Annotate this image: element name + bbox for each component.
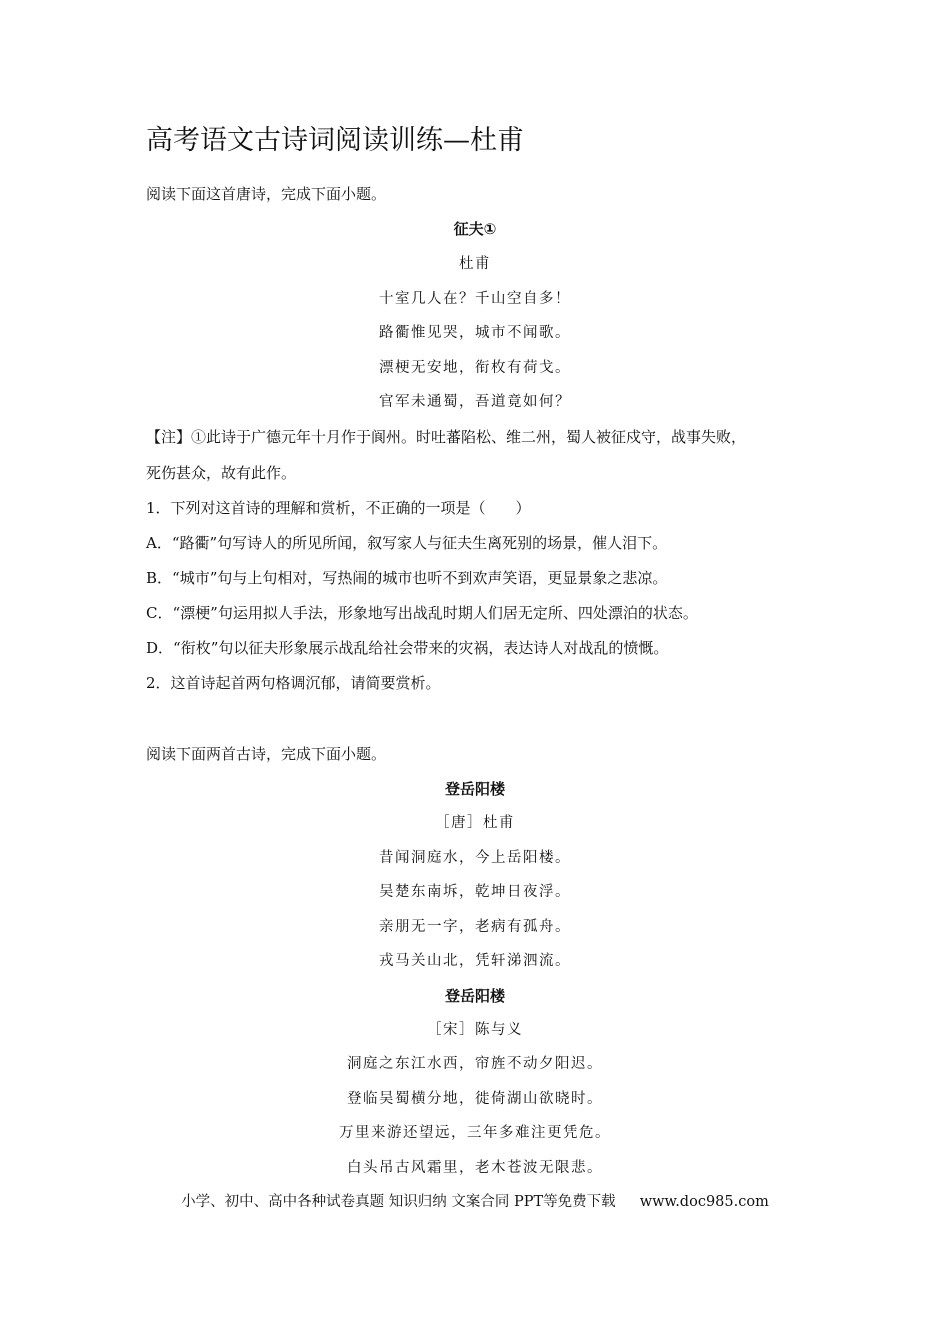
option-d: D．“衔枚”句以征夫形象展示战乱给社会带来的灾祸，表达诗人对战乱的愤慨。: [146, 639, 669, 657]
poem1-line-2: 吴楚东南坼，乾坤日夜浮。: [379, 884, 571, 900]
poem2-title: 登岳阳楼: [444, 987, 505, 1005]
footer-link[interactable]: www.doc985.com: [639, 1194, 769, 1210]
poem1-line-3: 亲朋无一字，老病有孤舟。: [379, 919, 571, 935]
poem1-line-1: 昔闻洞庭水，今上岳阳楼。: [379, 850, 571, 866]
poem2-line-1: 洞庭之东江水西，帘旌不动夕阳迟。: [347, 1056, 603, 1072]
option-b: B．“城市”句与上句相对，写热闹的城市也听不到欢声笑语，更显景象之悲凉。: [146, 569, 668, 587]
page-footer: [0, 1191, 950, 1213]
note-line-1: 【注】①此诗于广德元年十月作于阆州。时吐蕃陷松、维二州，蜀人被征戍守，战事失败，: [146, 428, 747, 446]
footer-text: 小学、初中、高中各种试卷真题 知识归纳 文案合同 PPT等免费下载: [181, 1194, 616, 1210]
poem2-line-3: 万里来游还望远，三年多难注更凭危。: [339, 1125, 611, 1141]
option-a: A．“路衢”句写诗人的所见所闻，叙写家人与征夫生离死别的场景，催人泪下。: [146, 534, 668, 552]
note-line-2: 死伤甚众，故有此作。: [146, 464, 297, 482]
question-2: 2．这首诗起首两句格调沉郁，请简要赏析。: [146, 674, 441, 692]
poem2-author: ［宋］陈与义: [427, 1022, 523, 1038]
section2-intro: 阅读下面两首古诗，完成下面小题。: [146, 745, 387, 763]
poem2-line-4: 白头吊古风霜里，老木苍波无限悲。: [347, 1160, 603, 1176]
poem1-author: ［唐］杜甫: [435, 815, 515, 831]
poem1-title: 登岳阳楼: [444, 780, 505, 798]
poem-author-dufu: 杜甫: [459, 256, 491, 272]
poem-line-1: 十室几人在？千山空自多！: [379, 291, 571, 307]
poem-line-4: 官军未通蜀，吾道竟如何？: [379, 394, 571, 410]
option-c: C．“漂梗”句运用拟人手法，形象地写出战乱时期人们居无定所、四处漂泊的状态。: [146, 604, 698, 622]
question-1: 1．下列对这首诗的理解和赏析，不正确的一项是（ ）: [146, 499, 531, 517]
poem-line-3: 漂梗无安地，衔枚有荷戈。: [379, 360, 571, 376]
poem-title-zhengfu: 征夫①: [453, 220, 497, 238]
poem1-line-4: 戎马关山北，凭轩涕泗流。: [379, 953, 571, 969]
section1-intro: 阅读下面这首唐诗，完成下面小题。: [146, 185, 387, 203]
poem-line-2: 路衢惟见哭，城市不闻歌。: [379, 325, 571, 341]
page-title: 高考语文古诗词阅读训练—杜甫: [146, 125, 524, 156]
poem2-line-2: 登临吴蜀横分地，徙倚湖山欲晓时。: [347, 1091, 603, 1107]
